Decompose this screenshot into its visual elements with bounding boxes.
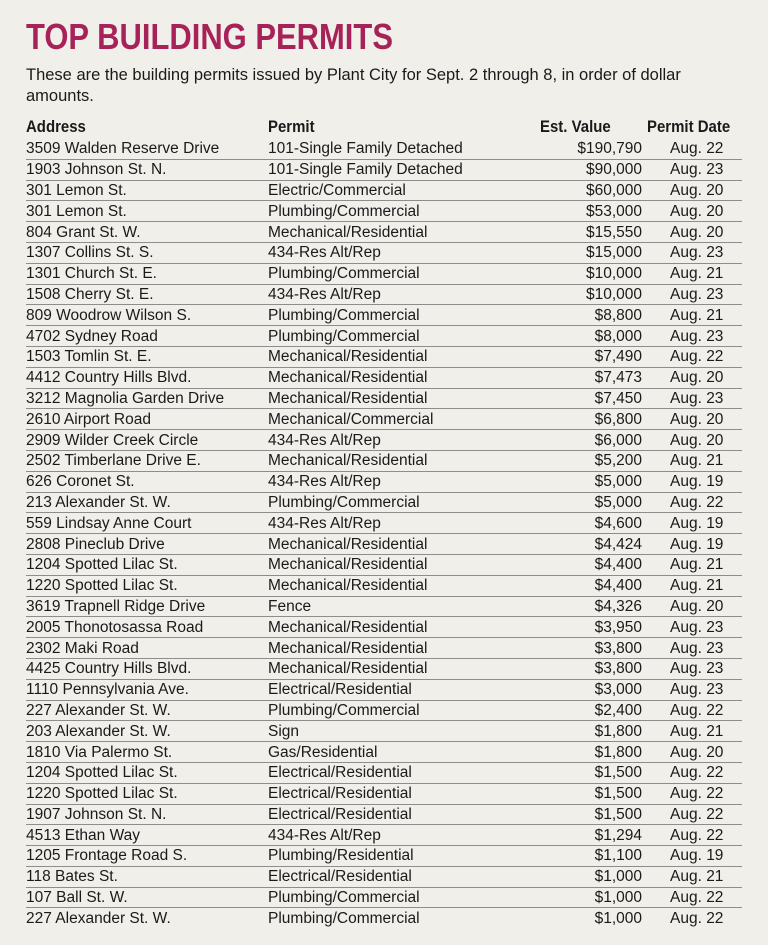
- permits-table: [26, 139, 742, 928]
- cell-permit: Electrical/Residential: [268, 679, 518, 700]
- cell-permit: Mechanical/Residential: [268, 658, 518, 679]
- cell-permit: Mechanical/Residential: [268, 388, 518, 409]
- cell-permit: Plumbing/Commercial: [268, 305, 518, 326]
- cell-permit: Mechanical/Residential: [268, 554, 518, 575]
- cell-permit-date: Aug. 23: [646, 679, 742, 700]
- cell-address: 301 Lemon St.: [26, 180, 268, 201]
- table-row: [26, 201, 742, 222]
- table-row: [26, 679, 742, 700]
- cell-permit: Mechanical/Residential: [268, 638, 518, 659]
- cell-est-value: $1,800: [518, 721, 646, 742]
- table-row: [26, 346, 742, 367]
- cell-permit-date: Aug. 21: [646, 866, 742, 887]
- cell-permit: 434-Res Alt/Rep: [268, 430, 518, 451]
- header-permit-date: Permit Date: [647, 117, 731, 136]
- cell-est-value: $5,000: [518, 471, 646, 492]
- cell-permit-date: Aug. 22: [646, 783, 742, 804]
- cell-permit: Fence: [268, 596, 518, 617]
- cell-permit: Electrical/Residential: [268, 762, 518, 783]
- cell-est-value: $8,800: [518, 305, 646, 326]
- cell-est-value: $5,200: [518, 450, 646, 471]
- cell-est-value: $190,790: [518, 139, 646, 159]
- header-permit: Permit: [268, 117, 315, 136]
- table-row: [26, 284, 742, 305]
- cell-est-value: $1,500: [518, 762, 646, 783]
- cell-permit-date: Aug. 20: [646, 201, 742, 222]
- cell-est-value: $60,000: [518, 180, 646, 201]
- cell-permit: Plumbing/Commercial: [268, 887, 518, 908]
- cell-est-value: $7,450: [518, 388, 646, 409]
- header-address: Address: [26, 117, 86, 136]
- table-row: [26, 866, 742, 887]
- cell-address: 1205 Frontage Road S.: [26, 846, 268, 867]
- cell-address: 1301 Church St. E.: [26, 263, 268, 284]
- page-subtitle: These are the building permits issued by Plant City for Sept. 2 through 8, in order of dollar amounts.: [26, 66, 681, 105]
- cell-est-value: $1,000: [518, 866, 646, 887]
- cell-est-value: $10,000: [518, 263, 646, 284]
- cell-permit-date: Aug. 22: [646, 700, 742, 721]
- cell-permit-date: Aug. 23: [646, 638, 742, 659]
- cell-address: 2808 Pineclub Drive: [26, 534, 268, 555]
- cell-permit-date: Aug. 21: [646, 554, 742, 575]
- cell-address: 2610 Airport Road: [26, 409, 268, 430]
- table-row: [26, 658, 742, 679]
- cell-permit: 434-Res Alt/Rep: [268, 825, 518, 846]
- cell-est-value: $8,000: [518, 326, 646, 347]
- cell-address: 4513 Ethan Way: [26, 825, 268, 846]
- cell-est-value: $10,000: [518, 284, 646, 305]
- table-row: [26, 617, 742, 638]
- cell-address: 809 Woodrow Wilson S.: [26, 305, 268, 326]
- table-row: [26, 367, 742, 388]
- cell-permit: Electrical/Residential: [268, 866, 518, 887]
- cell-permit: 101-Single Family Detached: [268, 159, 518, 180]
- cell-address: 107 Ball St. W.: [26, 887, 268, 908]
- cell-address: 203 Alexander St. W.: [26, 721, 268, 742]
- cell-permit-date: Aug. 19: [646, 513, 742, 534]
- cell-est-value: $7,473: [518, 367, 646, 388]
- cell-address: 118 Bates St.: [26, 866, 268, 887]
- cell-est-value: $90,000: [518, 159, 646, 180]
- cell-permit-date: Aug. 22: [646, 139, 742, 159]
- cell-permit: 434-Res Alt/Rep: [268, 471, 518, 492]
- table-row: [26, 762, 742, 783]
- cell-address: 4702 Sydney Road: [26, 326, 268, 347]
- cell-permit: 434-Res Alt/Rep: [268, 284, 518, 305]
- cell-permit: Mechanical/Residential: [268, 534, 518, 555]
- cell-est-value: $15,550: [518, 222, 646, 243]
- cell-est-value: $4,400: [518, 554, 646, 575]
- table-row: [26, 908, 742, 928]
- cell-permit-date: Aug. 20: [646, 180, 742, 201]
- table-row: [26, 242, 742, 263]
- cell-address: 3509 Walden Reserve Drive: [26, 139, 268, 159]
- cell-permit-date: Aug. 22: [646, 762, 742, 783]
- table-row: [26, 721, 742, 742]
- table-row: [26, 534, 742, 555]
- cell-address: 1903 Johnson St. N.: [26, 159, 268, 180]
- cell-permit-date: Aug. 22: [646, 804, 742, 825]
- cell-est-value: $1,500: [518, 783, 646, 804]
- table-row: [26, 139, 742, 159]
- cell-est-value: $3,800: [518, 638, 646, 659]
- table-row: [26, 513, 742, 534]
- table-row: [26, 388, 742, 409]
- cell-est-value: $2,400: [518, 700, 646, 721]
- cell-address: 1110 Pennsylvania Ave.: [26, 679, 268, 700]
- cell-permit-date: Aug. 20: [646, 742, 742, 763]
- cell-permit: Electrical/Residential: [268, 783, 518, 804]
- table-row: [26, 180, 742, 201]
- cell-address: 3619 Trapnell Ridge Drive: [26, 596, 268, 617]
- table-row: [26, 263, 742, 284]
- table-row: [26, 783, 742, 804]
- cell-permit-date: Aug. 20: [646, 222, 742, 243]
- table-row: [26, 825, 742, 846]
- cell-permit-date: Aug. 23: [646, 326, 742, 347]
- cell-permit: Plumbing/Commercial: [268, 700, 518, 721]
- cell-est-value: $1,294: [518, 825, 646, 846]
- cell-permit-date: Aug. 21: [646, 263, 742, 284]
- cell-permit: Plumbing/Commercial: [268, 201, 518, 222]
- cell-permit-date: Aug. 21: [646, 305, 742, 326]
- table-row: [26, 430, 742, 451]
- cell-permit: Plumbing/Commercial: [268, 492, 518, 513]
- cell-permit: Mechanical/Residential: [268, 367, 518, 388]
- table-row: [26, 596, 742, 617]
- cell-est-value: $1,800: [518, 742, 646, 763]
- cell-address: 626 Coronet St.: [26, 471, 268, 492]
- cell-permit-date: Aug. 22: [646, 887, 742, 908]
- table-row: [26, 471, 742, 492]
- cell-permit-date: Aug. 23: [646, 242, 742, 263]
- table-row: [26, 159, 742, 180]
- cell-permit-date: Aug. 21: [646, 721, 742, 742]
- cell-address: 1220 Spotted Lilac St.: [26, 575, 268, 596]
- table-row: [26, 700, 742, 721]
- cell-address: 227 Alexander St. W.: [26, 909, 171, 927]
- cell-est-value: $1,500: [518, 804, 646, 825]
- cell-permit: Electrical/Residential: [268, 804, 518, 825]
- cell-address: 1307 Collins St. S.: [26, 242, 268, 263]
- cell-est-value: $6,800: [518, 409, 646, 430]
- cell-permit-date: Aug. 22: [646, 825, 742, 846]
- cell-permit: Gas/Residential: [268, 742, 518, 763]
- table-row: [26, 409, 742, 430]
- cell-permit-date: Aug. 20: [646, 596, 742, 617]
- cell-est-value: $3,950: [518, 617, 646, 638]
- cell-address: 1810 Via Palermo St.: [26, 742, 268, 763]
- cell-est-value: $4,400: [518, 575, 646, 596]
- cell-permit-date: Aug. 21: [646, 450, 742, 471]
- cell-permit-date: Aug. 23: [646, 284, 742, 305]
- cell-permit-date: Aug. 22: [646, 492, 742, 513]
- cell-permit-date: Aug. 23: [646, 658, 742, 679]
- table-row: [26, 887, 742, 908]
- page-title: TOP BUILDING PERMITS: [26, 16, 393, 57]
- cell-permit: Mechanical/Residential: [268, 222, 518, 243]
- cell-permit-date: Aug. 21: [646, 575, 742, 596]
- cell-address: 2005 Thonotosassa Road: [26, 617, 268, 638]
- cell-permit-date: Aug. 19: [646, 534, 742, 555]
- cell-address: 2302 Maki Road: [26, 638, 268, 659]
- cell-est-value: $1,000: [518, 887, 646, 908]
- header-est-value: Est. Value: [540, 117, 611, 136]
- permits-table-body: [26, 139, 742, 928]
- table-row: [26, 638, 742, 659]
- cell-permit-date: Aug. 23: [646, 617, 742, 638]
- cell-permit: Plumbing/Residential: [268, 846, 518, 867]
- table-row: [26, 450, 742, 471]
- cell-permit: Plumbing/Commercial: [268, 263, 518, 284]
- cell-permit-date: Aug. 22: [670, 909, 724, 927]
- cell-address: 1220 Spotted Lilac St.: [26, 783, 268, 804]
- cell-address: 301 Lemon St.: [26, 201, 268, 222]
- table-row: [26, 575, 742, 596]
- cell-est-value: $3,800: [518, 658, 646, 679]
- table-row: [26, 846, 742, 867]
- cell-est-value: $3,000: [518, 679, 646, 700]
- cell-est-value: $4,326: [518, 596, 646, 617]
- cell-est-value: $15,000: [518, 242, 646, 263]
- cell-address: 559 Lindsay Anne Court: [26, 513, 268, 534]
- cell-address: 1508 Cherry St. E.: [26, 284, 268, 305]
- table-header: [0, 117, 768, 139]
- cell-permit: Electric/Commercial: [268, 180, 518, 201]
- cell-address: 3212 Magnolia Garden Drive: [26, 388, 268, 409]
- table-row: [26, 804, 742, 825]
- cell-est-value: $1,000: [594, 909, 642, 927]
- table-row: [26, 492, 742, 513]
- cell-address: 213 Alexander St. W.: [26, 492, 268, 513]
- table-row: [26, 326, 742, 347]
- cell-permit-date: Aug. 19: [646, 846, 742, 867]
- cell-address: 1503 Tomlin St. E.: [26, 346, 268, 367]
- cell-permit-date: Aug. 20: [646, 409, 742, 430]
- cell-address: 1204 Spotted Lilac St.: [26, 554, 268, 575]
- cell-est-value: $6,000: [518, 430, 646, 451]
- cell-permit: 101-Single Family Detached: [268, 139, 518, 159]
- cell-permit: Mechanical/Residential: [268, 450, 518, 471]
- cell-est-value: $5,000: [518, 492, 646, 513]
- cell-permit-date: Aug. 20: [646, 367, 742, 388]
- cell-permit: Plumbing/Commercial: [268, 326, 518, 347]
- cell-est-value: $53,000: [518, 201, 646, 222]
- cell-permit: 434-Res Alt/Rep: [268, 513, 518, 534]
- cell-address: 1907 Johnson St. N.: [26, 804, 268, 825]
- cell-permit: Mechanical/Commercial: [268, 409, 518, 430]
- cell-permit: Sign: [268, 721, 518, 742]
- table-row: [26, 305, 742, 326]
- cell-address: 1204 Spotted Lilac St.: [26, 762, 268, 783]
- table-row: [26, 554, 742, 575]
- cell-permit-date: Aug. 20: [646, 430, 742, 451]
- cell-permit-date: Aug. 23: [646, 159, 742, 180]
- cell-address: 227 Alexander St. W.: [26, 700, 268, 721]
- cell-est-value: $7,490: [518, 346, 646, 367]
- table-row: [26, 222, 742, 243]
- cell-address: 4425 Country Hills Blvd.: [26, 658, 268, 679]
- cell-permit-date: Aug. 22: [646, 346, 742, 367]
- cell-est-value: $4,600: [518, 513, 646, 534]
- cell-permit: Mechanical/Residential: [268, 617, 518, 638]
- cell-permit: Plumbing/Commercial: [268, 909, 420, 927]
- cell-address: 4412 Country Hills Blvd.: [26, 367, 268, 388]
- cell-est-value: $1,100: [518, 846, 646, 867]
- cell-address: 2909 Wilder Creek Circle: [26, 430, 268, 451]
- cell-est-value: $4,424: [518, 534, 646, 555]
- cell-permit: Mechanical/Residential: [268, 346, 518, 367]
- cell-permit: Mechanical/Residential: [268, 575, 518, 596]
- cell-permit-date: Aug. 23: [646, 388, 742, 409]
- cell-permit-date: Aug. 19: [646, 471, 742, 492]
- cell-address: 2502 Timberlane Drive E.: [26, 450, 268, 471]
- table-row: [26, 742, 742, 763]
- cell-address: 804 Grant St. W.: [26, 222, 268, 243]
- cell-permit: 434-Res Alt/Rep: [268, 242, 518, 263]
